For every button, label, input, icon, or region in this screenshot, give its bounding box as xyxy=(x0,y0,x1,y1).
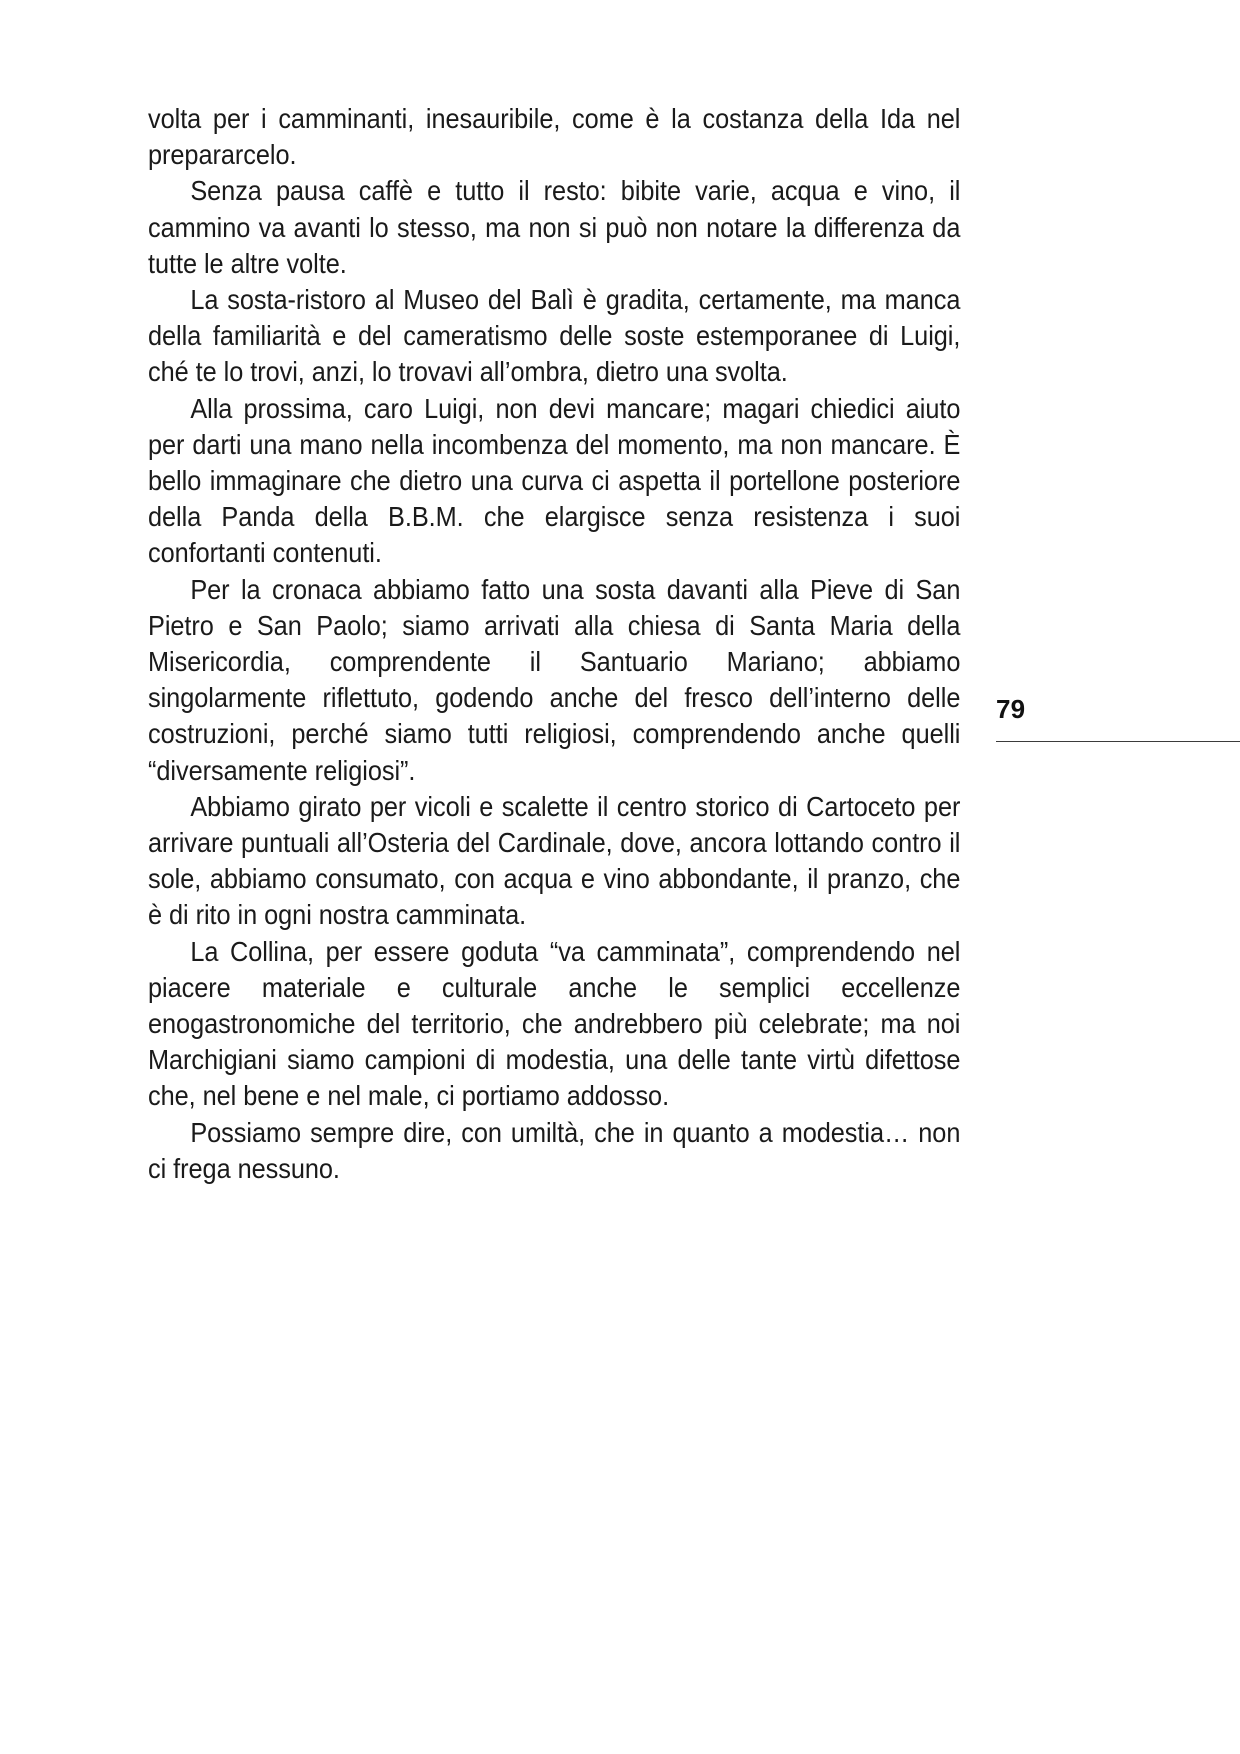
paragraph-6: Abbiamo girato per vicoli e scalette il centro storico di Cartoceto per arrivare puntuali all’Osteria del Cardinale, dove, ancora lottando contro il sole, abbiamo consumato, con acqua e vino abbondante, il pranzo, che è di rito in ogni nostra camminata. xyxy=(148,790,961,931)
page-number-block xyxy=(996,694,1240,724)
paragraph-8: Possiamo sempre dire, con umiltà, che in quanto a modestia… non ci frega nessuno. xyxy=(148,1116,961,1184)
paragraph-7: La Collina, per essere goduta “va camminata”, comprendendo nel piacere materiale e culturale anche le semplici eccellenze enogastronomiche del territorio, che andrebbero più celebrate; ma noi Marchigiani siamo campioni di modestia, una delle tante virtù difettose che, nel bene e nel male, ci portiamo addosso. xyxy=(148,935,961,1112)
paragraph-1: volta per i camminanti, inesauribile, come è la costanza della Ida nel prepararcelo. xyxy=(148,103,961,171)
page-number: 79 xyxy=(996,694,1026,724)
paragraph-2: Senza pausa caffè e tutto il resto: bibite varie, acqua e vino, il cammino va avanti lo stesso, ma non si può non notare la differenza da tutte le altre volte. xyxy=(148,175,961,279)
paragraph-3: La sosta-ristoro al Museo del Balì è gradita, certamente, ma manca della familiarità e del cameratismo delle soste estemporanee di Luigi, ché te lo trovi, anzi, lo trovavi all’ombra, dietro una svolta. xyxy=(148,284,961,388)
paragraph-4: Alla prossima, caro Luigi, non devi mancare; magari chiedici aiuto per darti una mano nella incombenza del momento, ma non mancare. È bello immaginare che dietro una curva ci aspetta il portellone posteriore della Panda della B.B.M. che elargisce senza resistenza i suoi confortanti contenuti. xyxy=(148,392,961,569)
page-number-rule xyxy=(996,741,1240,742)
paragraph-5: Per la cronaca abbiamo fatto una sosta davanti alla Pieve di San Pietro e San Paolo; siamo arrivati alla chiesa di Santa Maria della Misericordia, comprendente il Santuario Mariano; abbiamo singolarmente riflettuto, godendo anche del fresco dell’interno delle costruzioni, perché siamo tutti religiosi, comprendendo anche quelli “diversamente religiosi”. xyxy=(148,573,961,786)
body-text-column xyxy=(148,101,960,1187)
